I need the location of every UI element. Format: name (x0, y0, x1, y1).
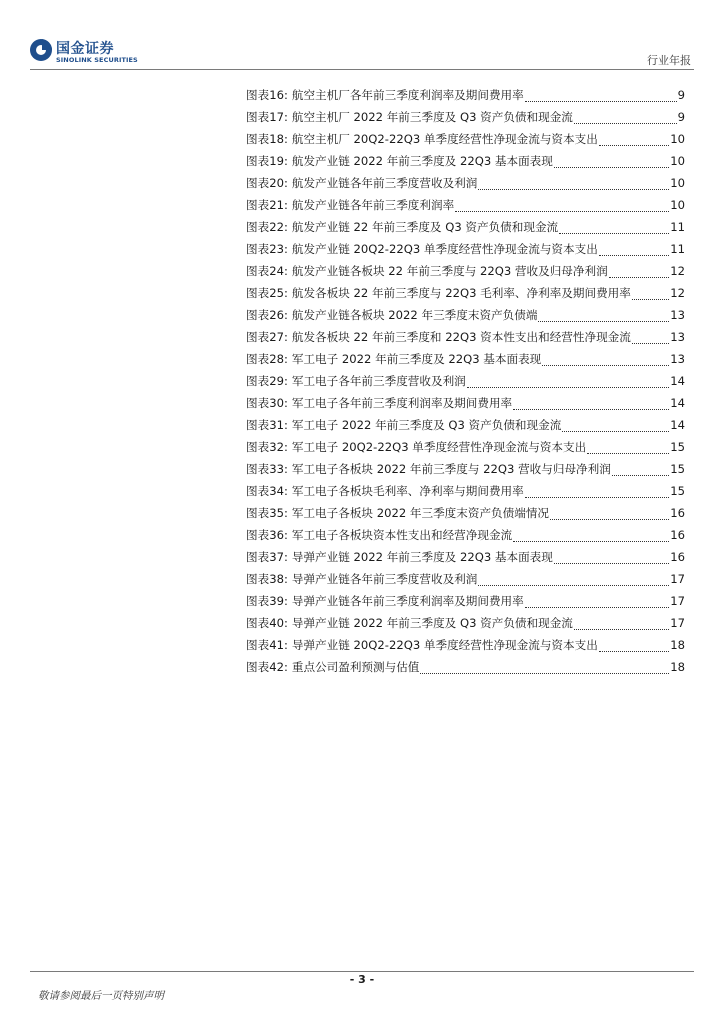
toc-entry-title: 航发产业链各板块 22 年前三季度与 22Q3 营收及归母净利润 (291, 264, 608, 278)
toc-entry[interactable] (246, 568, 685, 590)
toc-entry[interactable] (246, 436, 685, 458)
toc-entry-label: 图表21: (246, 198, 288, 212)
toc-entry[interactable] (246, 238, 685, 260)
toc-entry-title: 航发产业链各板块 2022 年三季度末资产负债端 (291, 308, 538, 322)
toc-leader-dots (525, 489, 669, 498)
toc-entry-label: 图表31: (246, 418, 288, 432)
toc-entry[interactable] (246, 326, 685, 348)
toc-entry[interactable] (246, 524, 685, 546)
toc-entry-label: 图表18: (246, 132, 288, 146)
logo-english-name: SINOLINK SECURITIES (56, 56, 138, 64)
toc-entry-page: 13 (670, 352, 685, 366)
toc-leader-dots (467, 379, 669, 388)
toc-entry[interactable] (246, 128, 685, 150)
toc-entry-title: 导弹产业链各年前三季度营收及利润 (291, 572, 478, 586)
toc-entry[interactable] (246, 84, 685, 106)
toc-entry-page: 15 (670, 462, 685, 476)
toc-entry-title: 导弹产业链 2022 年前三季度及 Q3 资产负债和现金流 (291, 616, 573, 630)
toc-entry-page: 17 (670, 594, 685, 608)
toc-entry-page: 10 (670, 154, 685, 168)
toc-leader-dots (525, 599, 669, 608)
toc-entry-title: 航发产业链 22 年前三季度及 Q3 资产负债和现金流 (291, 220, 559, 234)
toc-entry-title: 导弹产业链各年前三季度利润率及期间费用率 (291, 594, 524, 608)
toc-entry-page: 17 (670, 572, 685, 586)
toc-leader-dots (550, 511, 669, 520)
toc-leader-dots (538, 313, 669, 322)
toc-leader-dots (632, 291, 669, 300)
toc-leader-dots (554, 555, 669, 564)
toc-entry-label: 图表25: (246, 286, 288, 300)
toc-entry-page: 14 (670, 418, 685, 432)
toc-entry-label: 图表17: (246, 110, 288, 124)
toc-entry-label: 图表24: (246, 264, 288, 278)
toc-entry-page: 16 (670, 528, 685, 542)
toc-entry-title: 军工电子 2022 年前三季度及 Q3 资产负债和现金流 (291, 418, 562, 432)
toc-entry[interactable] (246, 260, 685, 282)
toc-leader-dots (542, 357, 669, 366)
toc-entry-page: 13 (670, 330, 685, 344)
toc-leader-dots (574, 115, 677, 124)
toc-entry-title: 导弹产业链 2022 年前三季度及 22Q3 基本面表现 (291, 550, 553, 564)
toc-entry[interactable] (246, 502, 685, 524)
toc-entry-title: 军工电子各板块 2022 年三季度末资产负债端情况 (291, 506, 550, 520)
toc-entry-title: 军工电子 20Q2-22Q3 单季度经营性净现金流与资本支出 (291, 440, 587, 454)
disclaimer-note: 敬请参阅最后一页特别声明 (38, 990, 164, 1002)
toc-entry-label: 图表39: (246, 594, 288, 608)
toc-entry-label: 图表29: (246, 374, 288, 388)
toc-leader-dots (632, 335, 669, 344)
toc-entry[interactable] (246, 106, 685, 128)
toc-entry-label: 图表35: (246, 506, 288, 520)
toc-entry-label: 图表27: (246, 330, 288, 344)
toc-leader-dots (455, 203, 669, 212)
toc-entry-title: 航发各板块 22 年前三季度和 22Q3 资本性支出和经营性净现金流 (291, 330, 631, 344)
toc-leader-dots (599, 137, 669, 146)
page-header (0, 0, 724, 70)
toc-entry-title: 军工电子 2022 年前三季度及 22Q3 基本面表现 (291, 352, 542, 366)
toc-entry[interactable] (246, 546, 685, 568)
toc-entry[interactable] (246, 612, 685, 634)
toc-entry-page: 9 (677, 110, 685, 124)
toc-entry[interactable] (246, 172, 685, 194)
toc-entry[interactable] (246, 304, 685, 326)
toc-entry-label: 图表23: (246, 242, 288, 256)
toc-entry[interactable] (246, 480, 685, 502)
toc-entry-page: 9 (677, 88, 685, 102)
toc-entry[interactable] (246, 370, 685, 392)
toc-entry-title: 航发产业链各年前三季度利润率 (291, 198, 455, 212)
toc-leader-dots (554, 159, 669, 168)
toc-entry[interactable] (246, 656, 685, 678)
toc-entry[interactable] (246, 414, 685, 436)
toc-leader-dots (525, 93, 677, 102)
toc-entry[interactable] (246, 458, 685, 480)
toc-entry-title: 航发产业链各年前三季度营收及利润 (291, 176, 478, 190)
toc-entry[interactable] (246, 282, 685, 304)
toc-entry-page: 12 (670, 264, 685, 278)
toc-entry-label: 图表36: (246, 528, 288, 542)
toc-entry-page: 17 (670, 616, 685, 630)
toc-entry-title: 军工电子各年前三季度利润率及期间费用率 (291, 396, 513, 410)
toc-entry-label: 图表30: (246, 396, 288, 410)
figure-list (246, 84, 685, 678)
toc-entry-label: 图表19: (246, 154, 288, 168)
toc-entry[interactable] (246, 194, 685, 216)
toc-entry-page: 18 (670, 638, 685, 652)
toc-entry-title: 航发产业链 20Q2-22Q3 单季度经营性净现金流与资本支出 (291, 242, 598, 256)
header-divider (30, 69, 694, 70)
toc-entry-title: 航空主机厂各年前三季度利润率及期间费用率 (291, 88, 524, 102)
toc-entry[interactable] (246, 150, 685, 172)
toc-entry-page: 15 (670, 484, 685, 498)
toc-leader-dots (612, 467, 669, 476)
toc-entry-label: 图表28: (246, 352, 288, 366)
toc-entry[interactable] (246, 634, 685, 656)
toc-entry-label: 图表34: (246, 484, 288, 498)
toc-leader-dots (559, 225, 669, 234)
toc-entry-label: 图表32: (246, 440, 288, 454)
toc-leader-dots (562, 423, 669, 432)
toc-entry-page: 16 (670, 506, 685, 520)
toc-entry-page: 10 (670, 132, 685, 146)
toc-entry-title: 重点公司盈利预测与估值 (291, 660, 420, 674)
toc-leader-dots (574, 621, 669, 630)
toc-entry-page: 18 (670, 660, 685, 674)
toc-entry-page: 12 (670, 286, 685, 300)
toc-entry-page: 14 (670, 374, 685, 388)
toc-entry-page: 11 (670, 242, 685, 256)
toc-entry-title: 航空主机厂 20Q2-22Q3 单季度经营性净现金流与资本支出 (291, 132, 598, 146)
toc-entry-label: 图表41: (246, 638, 288, 652)
logo-mark-icon (30, 39, 52, 61)
toc-entry-page: 14 (670, 396, 685, 410)
toc-entry-label: 图表22: (246, 220, 288, 234)
toc-entry-page: 13 (670, 308, 685, 322)
logo-chinese-name: 国金证券 (56, 41, 114, 57)
toc-entry[interactable] (246, 392, 685, 414)
toc-entry[interactable] (246, 590, 685, 612)
toc-entry-title: 军工电子各板块毛利率、净利率与期间费用率 (291, 484, 524, 498)
page-number: - 3 - (349, 973, 375, 986)
toc-entry-label: 图表20: (246, 176, 288, 190)
toc-entry-page: 15 (670, 440, 685, 454)
report-type-label: 行业年报 (647, 54, 691, 67)
toc-entry-label: 图表33: (246, 462, 288, 476)
toc-leader-dots (513, 533, 669, 542)
toc-entry-title: 航发各板块 22 年前三季度与 22Q3 毛利率、净利率及期间费用率 (291, 286, 631, 300)
toc-entry-label: 图表16: (246, 88, 288, 102)
toc-entry-page: 10 (670, 176, 685, 190)
toc-entry-title: 航发产业链 2022 年前三季度及 22Q3 基本面表现 (291, 154, 553, 168)
toc-entry[interactable] (246, 216, 685, 238)
toc-leader-dots (513, 401, 669, 410)
toc-entry-title: 军工电子各年前三季度营收及利润 (291, 374, 466, 388)
toc-entry-page: 10 (670, 198, 685, 212)
toc-entry-label: 图表26: (246, 308, 288, 322)
toc-leader-dots (599, 247, 669, 256)
toc-entry-title: 军工电子各板块资本性支出和经营净现金流 (291, 528, 513, 542)
footer-divider (30, 971, 694, 972)
company-logo (30, 38, 140, 70)
toc-entry-label: 图表42: (246, 660, 288, 674)
toc-leader-dots (609, 269, 670, 278)
toc-leader-dots (478, 181, 669, 190)
toc-leader-dots (599, 643, 669, 652)
toc-entry-label: 图表38: (246, 572, 288, 586)
toc-entry-label: 图表40: (246, 616, 288, 630)
toc-entry-page: 16 (670, 550, 685, 564)
toc-entry[interactable] (246, 348, 685, 370)
toc-entry-label: 图表37: (246, 550, 288, 564)
toc-entry-page: 11 (670, 220, 685, 234)
toc-leader-dots (478, 577, 669, 586)
toc-entry-title: 航空主机厂 2022 年前三季度及 Q3 资产负债和现金流 (291, 110, 573, 124)
toc-leader-dots (420, 665, 669, 674)
toc-entry-title: 军工电子各板块 2022 年前三季度与 22Q3 营收与归母净利润 (291, 462, 611, 476)
toc-entry-title: 导弹产业链 20Q2-22Q3 单季度经营性净现金流与资本支出 (291, 638, 598, 652)
toc-leader-dots (587, 445, 669, 454)
